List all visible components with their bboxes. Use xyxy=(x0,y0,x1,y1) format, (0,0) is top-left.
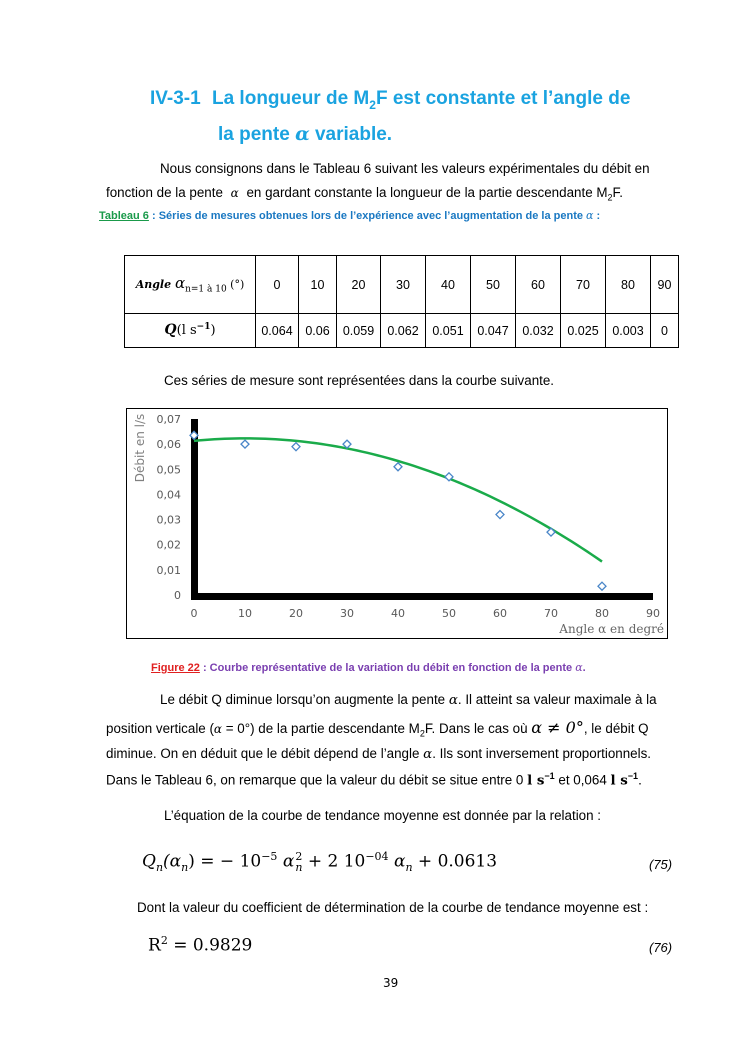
table-cell: 0.064 xyxy=(256,314,299,348)
heading-alpha: α xyxy=(295,123,310,145)
flow-close: ) xyxy=(210,323,216,339)
eq-sub: n xyxy=(155,861,164,875)
figure-caption-label: Figure 22 xyxy=(151,662,200,674)
x-axis-label: Angle α en degré xyxy=(559,622,664,636)
angle-unit: (°) xyxy=(226,278,245,292)
data-table xyxy=(124,255,679,348)
flow-q: Q xyxy=(164,322,177,339)
figure-caption-end: . xyxy=(582,662,586,674)
x-tick-label: 40 xyxy=(391,607,405,620)
y-tick-label: 0,07 xyxy=(156,413,181,426)
angle-label: Angle xyxy=(135,278,175,292)
row-header-flow xyxy=(125,314,256,348)
y-tick-label: 0,01 xyxy=(156,563,181,577)
table-cell: 50 xyxy=(471,256,516,314)
eq-text: + 2 10 xyxy=(302,851,366,872)
section-heading xyxy=(150,88,630,112)
equation-number-76: (76) xyxy=(649,940,673,955)
x-tick-label: 90 xyxy=(646,607,660,620)
flow-exp: −1 xyxy=(196,322,211,333)
analysis-line4 xyxy=(106,772,642,788)
table-cell: 0.051 xyxy=(426,314,471,348)
y-tick-label: 0 xyxy=(174,589,181,602)
intro-text-c: F. xyxy=(612,185,623,200)
analysis-math: α ≠ 0° xyxy=(531,718,584,737)
y-tick-label: 0,03 xyxy=(156,513,181,527)
equation-75 xyxy=(142,850,497,874)
x-axis-line xyxy=(191,593,653,600)
eq-sup: 2 xyxy=(160,934,168,947)
table-caption-label: Tableau 6 xyxy=(99,210,149,222)
table-cell: 0.047 xyxy=(471,314,516,348)
section-number: IV-3-1 xyxy=(150,88,201,109)
page-number: 39 xyxy=(383,976,399,990)
heading-line2-start: la pente xyxy=(218,124,296,145)
angle-alpha: α xyxy=(174,274,186,293)
equation-intro: L’équation de la courbe de tendance moyenne est donnée par la relation : xyxy=(164,808,602,823)
table-cell: 20 xyxy=(337,256,381,314)
table-cell: 80 xyxy=(606,256,651,314)
eq-text: ) = − 10 xyxy=(188,851,262,872)
table-cell: 0.025 xyxy=(561,314,606,348)
figure-caption-text: : Courbe représentative de la variation du débit en fonction de la pente xyxy=(199,662,576,674)
analysis-text: Dans le Tableau 6, on remarque que la valeur du débit se situe entre 0 xyxy=(106,772,528,788)
row-header-angle xyxy=(125,256,256,314)
y-tick-label: 0,04 xyxy=(156,488,181,502)
analysis-alpha: α xyxy=(423,747,433,762)
eq-term: α xyxy=(388,851,406,872)
table-cell: 0.003 xyxy=(606,314,651,348)
y-axis-label: Débit en l/s xyxy=(133,413,147,483)
analysis-text: F. Dans le cas où xyxy=(424,721,532,736)
x-tick-label: 30 xyxy=(340,607,354,620)
analysis-text: . xyxy=(638,772,642,788)
x-tick-label: 10 xyxy=(238,607,252,620)
figure-caption xyxy=(151,661,586,674)
x-tick-label: 20 xyxy=(289,607,303,620)
analysis-text: position verticale ( xyxy=(106,721,214,736)
analysis-unit: l s xyxy=(527,772,545,789)
x-tick-label: 80 xyxy=(595,607,609,620)
eq-sub: n xyxy=(295,861,303,875)
heading-sub: 2 xyxy=(369,97,376,112)
table-cell: 60 xyxy=(516,256,561,314)
analysis-text: = 0°) de la partie descendante M xyxy=(222,721,420,736)
table-cell: 90 xyxy=(651,256,679,314)
table-caption xyxy=(99,209,600,222)
figure-caption-alpha: α xyxy=(575,661,583,674)
table-cell: 40 xyxy=(426,256,471,314)
analysis-text: . Ils sont inversement proportionnels. xyxy=(432,746,652,761)
equation-number-75: (75) xyxy=(649,857,673,872)
eq-text: + 0.0613 xyxy=(412,851,498,872)
x-tick-label: 70 xyxy=(544,607,558,620)
x-tick-label: 0 xyxy=(190,607,198,620)
intro-alpha: α xyxy=(230,186,239,200)
eq-sub: n xyxy=(181,861,189,875)
table-cell: 10 xyxy=(299,256,337,314)
heading-line2-end: variable. xyxy=(309,124,393,145)
eq-arg: (α xyxy=(163,851,182,872)
analysis-alpha: α xyxy=(213,722,223,736)
intro-sub: 2 xyxy=(607,192,613,203)
analysis-text: . Il atteint sa valeur maximale à la xyxy=(457,692,657,707)
flow-unit: (l s xyxy=(176,323,197,339)
x-tick-label: 60 xyxy=(493,607,507,620)
analysis-text: , le débit Q xyxy=(583,721,649,736)
chart-frame xyxy=(127,409,668,639)
table-cell: 0 xyxy=(256,256,299,314)
analysis-text: diminue. On en déduit que le débit dépend de l’angle xyxy=(106,746,424,761)
table-caption-text: : Séries de mesures obtenues lors de l’expérience avec l’augmentation de la pente xyxy=(148,210,587,222)
eq-r: R xyxy=(148,935,161,956)
analysis-unit: l s xyxy=(610,772,628,789)
heading-line1-end: F est constante et l’angle de xyxy=(375,88,631,109)
eq-sub: n xyxy=(405,861,413,875)
analysis-exp: −1 xyxy=(544,771,555,781)
angle-sub: n=1 à 10 xyxy=(185,284,227,295)
table-cell: 30 xyxy=(381,256,426,314)
eq-exp: −5 xyxy=(261,850,278,863)
equation-76 xyxy=(148,934,252,956)
table-caption-end: : xyxy=(593,210,601,222)
eq-text: = 0.9829 xyxy=(167,935,253,956)
table-caption-alpha: α xyxy=(586,209,594,222)
eq-q: Q xyxy=(142,851,156,872)
r2-intro: Dont la valeur du coefficient de détermination de la courbe de tendance moyenne est : xyxy=(137,900,649,915)
analysis-line1 xyxy=(160,693,657,707)
flow-chart xyxy=(126,408,668,639)
y-tick-label: 0,05 xyxy=(156,463,181,477)
analysis-sub: 2 xyxy=(419,728,425,739)
table-cell: 0.059 xyxy=(337,314,381,348)
chart-intro: Ces séries de mesure sont représentées dans la courbe suivante. xyxy=(164,373,555,388)
table-cell: 0.06 xyxy=(299,314,337,348)
table-row-angle xyxy=(125,256,679,314)
intro-text-b: en gardant constante la longueur de la partie descendante M xyxy=(246,185,608,200)
y-tick-label: 0,06 xyxy=(156,438,181,452)
heading-line1: La longueur de M xyxy=(211,88,370,109)
section-heading-line2 xyxy=(218,123,392,146)
table-cell: 70 xyxy=(561,256,606,314)
intro-line2 xyxy=(106,186,623,203)
table-cell: 0.062 xyxy=(381,314,426,348)
eq-exp: −04 xyxy=(365,850,389,863)
y-tick-label: 0,02 xyxy=(156,538,181,552)
analysis-alpha: α xyxy=(448,693,458,708)
analysis-line2 xyxy=(106,720,649,739)
analysis-line3 xyxy=(106,747,651,761)
eq-sup: 2 xyxy=(295,850,303,864)
analysis-text: Le débit Q diminue lorsqu’on augmente la pente xyxy=(160,692,449,707)
y-axis-line xyxy=(191,419,198,598)
x-tick-label: 50 xyxy=(442,607,456,620)
analysis-exp: −1 xyxy=(627,771,639,781)
intro-text-a: fonction de la pente xyxy=(106,185,227,200)
eq-term: α xyxy=(277,851,295,872)
table-row-flow xyxy=(125,314,679,348)
table-cell: 0.032 xyxy=(516,314,561,348)
analysis-text: et 0,064 xyxy=(554,772,611,788)
table-cell: 0 xyxy=(651,314,679,348)
intro-line1: Nous consignons dans le Tableau 6 suivant les valeurs expérimentales du débit en xyxy=(160,161,650,176)
